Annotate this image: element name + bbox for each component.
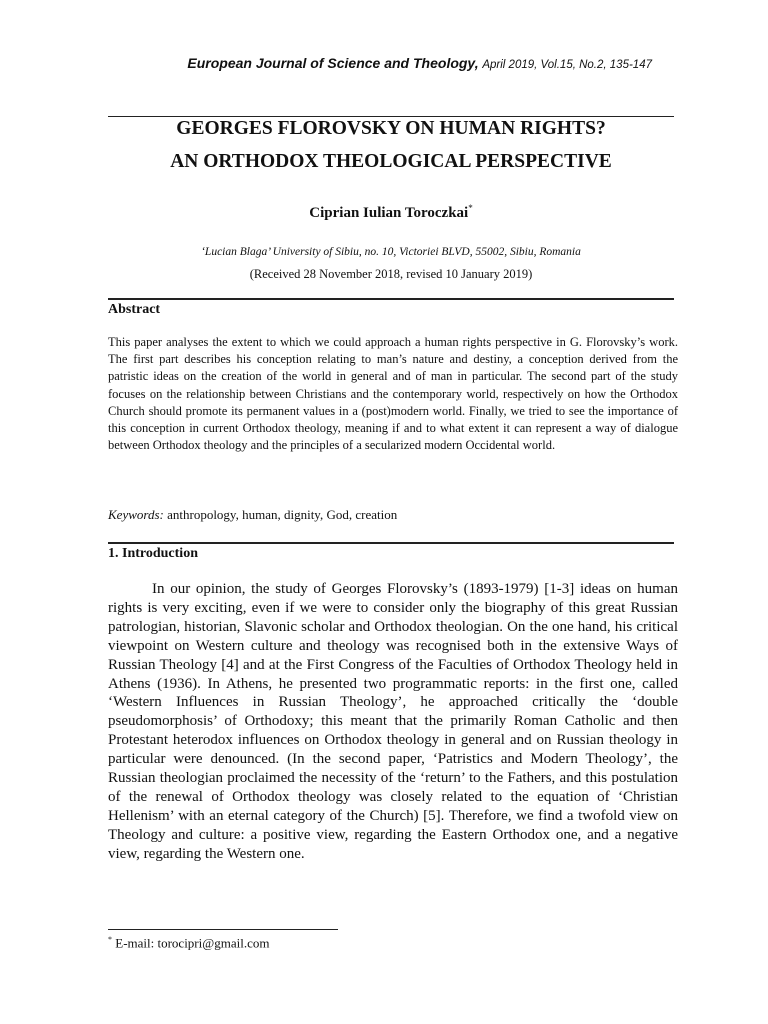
author-name xyxy=(108,203,674,222)
journal-name: European Journal of Science and Theology, xyxy=(187,55,479,71)
footnote-email: E-mail: torocipri@gmail.com xyxy=(112,935,270,951)
paper-title-line-2: AN ORTHODOX THEOLOGICAL PERSPECTIVE xyxy=(170,151,612,172)
footnote-mark: * xyxy=(108,935,112,944)
abstract-text: This paper analyses the extent to which we could approach a human rights perspective in G. Florovsky’s work. The first part describes his conception relating to man’s nature and destiny, a conception derived from the patristic ideas on the creation of the world in general and of man in particular. The second part of the study focuses on the relationship between Christians and the contemporary world, respectively on how the Orthodox Church should promote its permanent values in a (post)modern world. Finally, we tried to see the importance of this conception in current Orthodox theology, meaning if and to what extent it can represent a way of dialogue between Orthodox theology and the principles of a secularized modern Occidental world. xyxy=(108,335,678,453)
author-affiliation: ‘Lucian Blaga’ University of Sibiu, no. 10, Victoriei BLVD, 55002, Sibiu, Romania xyxy=(201,246,581,258)
journal-issue-info: April 2019, Vol.15, No.2, 135-147 xyxy=(482,59,652,71)
introduction-heading: 1. Introduction xyxy=(108,546,198,561)
introduction-body xyxy=(108,580,678,864)
abstract-heading: Abstract xyxy=(108,302,161,317)
author-footnote-mark: * xyxy=(468,203,473,213)
received-dates: (Received 28 November 2018, revised 10 January 2019) xyxy=(249,267,533,281)
footnote-rule xyxy=(108,929,338,930)
author-name-text: Ciprian Iulian Toroczkai xyxy=(309,205,469,221)
footnote xyxy=(108,935,269,951)
paper-title-line-1: GEORGES FLOROVSKY ON HUMAN RIGHTS? xyxy=(176,118,606,139)
abstract-rule-top xyxy=(108,298,674,300)
introduction-paragraph: In our opinion, the study of Georges Florovsky’s (1893-1979) [1-3] ideas on human rights is very exciting, even if we were to consider only the biography of this great Russian patrologian, historian, Slavonic scholar and Orthodox theologian. On the one hand, his critical viewpoint on Western culture and theology was recognised both in the extensive Ways of Russian Theology [4] and at the First Congress of the Faculties of Orthodox Theology held in Athens (1936). In Athens, he presented two programmatic reports: in the first one, called ‘Western Influences in Russian Theology’, he approached critically the ‘double pseudomorphosis’ of Orthodoxy; this meant that the primarily Roman Catholic and then Protestant heterodox influences on Orthodox theology in general and on Russian theology in particular were denounced. (In the second paper, ‘Patristics and Modern Theology’, the Russian theologian proclaimed the necessity of the ‘return’ to the Fathers, and this postulation of the renewal of Orthodox theology was closely related to the equation of ‘Christian Hellenism’ with an eternal category of the Church) [5]. Therefore, we find a twofold view on Theology and culture: a positive view, regarding the Eastern Orthodox one, and a negative view, regarding the Western one. xyxy=(108,581,678,862)
intro-rule-top xyxy=(108,542,674,544)
journal-header xyxy=(0,55,652,71)
keywords-label: Keywords: xyxy=(108,507,164,522)
keywords-text: anthropology, human, dignity, God, creation xyxy=(167,507,398,522)
keywords xyxy=(108,507,678,523)
header-rule xyxy=(108,116,674,117)
